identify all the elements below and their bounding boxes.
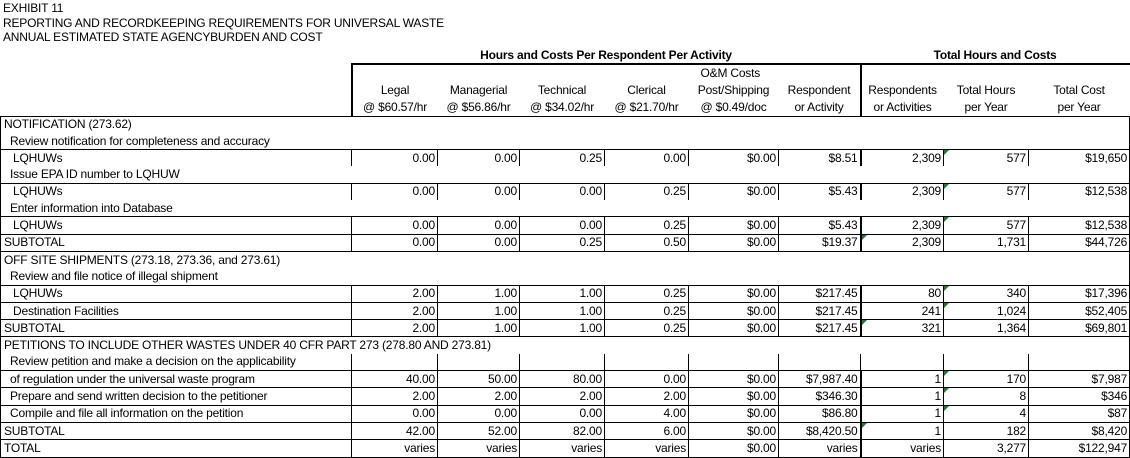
column-header-rate-3: @ $21.70/hr (614, 99, 679, 114)
table-row (1, 285, 1130, 302)
om-costs-header: O&M Costs (689, 64, 861, 81)
cell-respondent: $346.30 (779, 388, 861, 405)
row-label: LQHUWs (1, 285, 352, 302)
cell-legal: 0.00 (352, 217, 438, 234)
sub-row (1, 268, 1130, 285)
row-label: SUBTOTAL (1, 234, 352, 251)
cell-legal: 2.00 (352, 320, 438, 337)
cell-managerial: 1.00 (438, 302, 520, 319)
exhibit-number: EXHIBIT 11 (3, 1, 64, 15)
cell-technical: 0.00 (520, 217, 605, 234)
cell-post-shipping: $0.00 (689, 150, 779, 167)
cell-respondent: $7,987.40 (779, 371, 861, 388)
cell-total-cost: $19,650 (1029, 150, 1130, 167)
empty-cell (689, 133, 779, 150)
cell-clerical: 0.00 (605, 150, 689, 167)
cell-respondent: $8.51 (779, 150, 861, 167)
empty-cell (605, 268, 689, 285)
empty-cell (861, 166, 944, 183)
cell-total-cost: $17,396 (1029, 285, 1130, 302)
cell-total-hours: 170 (944, 371, 1029, 388)
cell-clerical: 0.25 (605, 285, 689, 302)
cell-total-cost: $44,726 (1029, 234, 1130, 251)
cell-respondents: 2,309 (861, 234, 944, 251)
cell-managerial: 0.00 (438, 234, 520, 251)
row-label: Review notification for completeness and accuracy (1, 133, 352, 150)
table-row (1, 217, 1130, 234)
empty-cell (944, 166, 1029, 183)
cell-post-shipping: $0.00 (689, 371, 779, 388)
empty-cell (605, 200, 689, 217)
cell-managerial: 0.00 (438, 150, 520, 167)
empty-cell (605, 166, 689, 183)
empty-cell (605, 354, 689, 371)
cell-clerical: 0.25 (605, 217, 689, 234)
empty-cell (944, 268, 1029, 285)
cell-respondents: 241 (861, 302, 944, 319)
cell-managerial: 0.00 (438, 183, 520, 200)
empty-cell (438, 200, 520, 217)
cell-clerical: 0.50 (605, 234, 689, 251)
table-row (1, 302, 1130, 319)
column-header-6: Respondents (861, 82, 944, 99)
row-label: Issue EPA ID number to LQHUW (1, 166, 352, 183)
cell-total-cost: $12,538 (1029, 183, 1130, 200)
cell-clerical: varies (605, 440, 689, 457)
column-header-0: Legal (352, 82, 438, 99)
row-label: LQHUWs (1, 150, 352, 167)
cell-managerial: 2.00 (438, 388, 520, 405)
cell-total-cost: $122,947 (1029, 440, 1130, 457)
empty-cell (944, 133, 1029, 150)
sub2-row (1, 354, 1130, 371)
empty-cell (520, 200, 605, 217)
exhibit-header (3, 1, 444, 45)
empty-cell (352, 133, 438, 150)
empty-cell (520, 354, 605, 371)
cell-legal: 0.00 (352, 234, 438, 251)
table-row (1, 371, 1130, 388)
cell-legal: varies (352, 440, 438, 457)
cell-post-shipping: $0.00 (689, 217, 779, 234)
empty-cell (520, 133, 605, 150)
cell-respondents: 1 (861, 371, 944, 388)
subtotal-row (1, 234, 1130, 251)
cell-technical: 0.25 (520, 234, 605, 251)
cell-respondent: $217.45 (779, 320, 861, 337)
cell-respondents: 1 (861, 388, 944, 405)
section-row (1, 337, 1130, 354)
cell-technical: 1.00 (520, 320, 605, 337)
cell-respondent: $217.45 (779, 285, 861, 302)
empty-cell (779, 166, 861, 183)
cell-total-hours: 577 (944, 217, 1029, 234)
table-row (1, 183, 1130, 200)
cell-clerical: 6.00 (605, 422, 689, 439)
cell-managerial: 0.00 (438, 405, 520, 422)
cell-post-shipping: $0.00 (689, 405, 779, 422)
cell-legal: 42.00 (352, 422, 438, 439)
table-body (1, 116, 1130, 457)
burden-cost-table (0, 47, 1130, 458)
empty-cell (944, 200, 1029, 217)
row-label: Review and file notice of illegal shipment (1, 268, 352, 285)
total-row (1, 440, 1130, 457)
cell-respondent: $5.43 (779, 217, 861, 234)
column-header-7: Total Hours (956, 82, 1016, 97)
cell-post-shipping: $0.00 (689, 234, 779, 251)
cell-total-cost: $8,420 (1029, 422, 1130, 439)
cell-total-hours: 577 (944, 150, 1029, 167)
cell-legal: 40.00 (352, 371, 438, 388)
empty-cell (689, 166, 779, 183)
cell-respondent: $8,420.50 (779, 422, 861, 439)
cell-technical: 0.00 (520, 183, 605, 200)
empty-cell (438, 166, 520, 183)
row-label: Compile and file all information on the petition (1, 405, 352, 422)
cell-respondents: varies (861, 440, 944, 457)
table-row (1, 150, 1130, 167)
row-label: TOTAL (1, 440, 352, 457)
cell-clerical: 2.00 (605, 388, 689, 405)
column-header-1: Managerial (449, 82, 508, 97)
cell-post-shipping: $0.00 (689, 320, 779, 337)
cell-managerial: 50.00 (438, 371, 520, 388)
cell-respondents: 1 (861, 405, 944, 422)
empty-cell (605, 133, 689, 150)
row-label: SUBTOTAL (1, 320, 352, 337)
row-label: of regulation under the universal waste program (1, 371, 352, 388)
cell-managerial: 1.00 (438, 285, 520, 302)
cell-technical: 82.00 (520, 422, 605, 439)
column-header-3: Clerical (627, 82, 666, 97)
subtotal-row (1, 422, 1130, 439)
cell-managerial: 52.00 (438, 422, 520, 439)
empty-cell (861, 200, 944, 217)
cell-post-shipping: $0.00 (689, 388, 779, 405)
empty-cell (779, 133, 861, 150)
empty-cell (861, 133, 944, 150)
row-label: Destination Facilities (1, 302, 352, 319)
sub-row (1, 200, 1130, 217)
empty-cell (1029, 166, 1130, 183)
cell-legal: 0.00 (352, 405, 438, 422)
empty-cell (352, 354, 438, 371)
empty-cell (944, 354, 1029, 371)
column-header-rate-7: per Year (964, 99, 1008, 114)
cell-total-cost: $52,405 (1029, 302, 1130, 319)
section-row (1, 116, 1130, 133)
cell-post-shipping: $0.00 (689, 302, 779, 319)
cell-legal: 2.00 (352, 388, 438, 405)
empty-cell (1029, 268, 1130, 285)
cell-total-cost: $12,538 (1029, 217, 1130, 234)
cell-total-hours: 1,731 (944, 234, 1029, 251)
cell-post-shipping: $0.00 (689, 422, 779, 439)
cell-legal: 0.00 (352, 150, 438, 167)
row-label: NOTIFICATION (273.62) (1, 116, 1130, 133)
cell-technical: 80.00 (520, 371, 605, 388)
empty-cell (779, 268, 861, 285)
cell-clerical: 0.00 (605, 371, 689, 388)
cell-legal: 2.00 (352, 302, 438, 319)
empty-cell (438, 133, 520, 150)
empty-cell (779, 200, 861, 217)
exhibit-subtitle: ANNUAL ESTIMATED STATE AGENCYBURDEN AND COST (3, 30, 323, 45)
group-header-row (1, 47, 1130, 64)
empty-cell (352, 268, 438, 285)
empty-cell (438, 268, 520, 285)
empty-cell (438, 354, 520, 371)
cell-respondents: 321 (861, 320, 944, 337)
row-label: LQHUWs (1, 217, 352, 234)
row-label: Prepare and send written decision to the petitioner (1, 388, 352, 405)
cell-total-cost: $87 (1029, 405, 1130, 422)
cell-managerial: varies (438, 440, 520, 457)
cell-total-hours: 3,277 (944, 440, 1029, 457)
column-header-rate-6: or Activities (861, 99, 944, 117)
column-header-rate-1: @ $56.86/hr (446, 99, 511, 114)
cell-total-hours: 8 (944, 388, 1029, 405)
empty-cell (352, 200, 438, 217)
cell-total-hours: 1,364 (944, 320, 1029, 337)
cell-managerial: 1.00 (438, 320, 520, 337)
cell-managerial: 0.00 (438, 217, 520, 234)
column-header-rate-0: @ $60.57/hr (352, 99, 438, 117)
cell-total-hours: 4 (944, 405, 1029, 422)
cell-total-cost: $346 (1029, 388, 1130, 405)
column-header-rate-2: @ $34.02/hr (529, 99, 595, 114)
cell-respondent: $217.45 (779, 302, 861, 319)
cell-technical: 0.25 (520, 150, 605, 167)
empty-cell (861, 354, 944, 371)
cell-respondent: $19.37 (779, 234, 861, 251)
empty-cell (861, 268, 944, 285)
om-header-row (1, 64, 1130, 81)
column-header-rate-4: @ $0.49/doc (700, 99, 767, 114)
cell-total-cost: $69,801 (1029, 320, 1130, 337)
exhibit-title: REPORTING AND RECORDKEEPING REQUIREMENTS FOR UNIVERSAL WASTE (3, 15, 444, 30)
empty-cell (689, 200, 779, 217)
cell-respondents: 2,309 (861, 183, 944, 200)
subtotal-row (1, 320, 1130, 337)
cell-legal: 0.00 (352, 183, 438, 200)
cell-technical: 1.00 (520, 302, 605, 319)
cell-clerical: 0.25 (605, 320, 689, 337)
column-header-2: Technical (537, 82, 587, 97)
empty-cell (1029, 200, 1130, 217)
cell-technical: 0.00 (520, 405, 605, 422)
cell-total-hours: 577 (944, 183, 1029, 200)
cell-total-hours: 182 (944, 422, 1029, 439)
empty-cell (689, 268, 779, 285)
column-header-8: Total Cost (1053, 82, 1105, 97)
table-row (1, 405, 1130, 422)
cell-post-shipping: $0.00 (689, 183, 779, 200)
cell-clerical: 0.25 (605, 183, 689, 200)
empty-cell (520, 166, 605, 183)
empty-cell (1029, 133, 1130, 150)
empty-cell (689, 354, 779, 371)
cell-total-hours: 1,024 (944, 302, 1029, 319)
sub-row (1, 133, 1130, 150)
cell-total-hours: 340 (944, 285, 1029, 302)
column-header-rate-8: per Year (1057, 99, 1101, 114)
row-label: Review petition and make a decision on the applicability (1, 354, 352, 371)
row-label: LQHUWs (1, 183, 352, 200)
cell-technical: 1.00 (520, 285, 605, 302)
cell-legal: 2.00 (352, 285, 438, 302)
empty-cell (520, 268, 605, 285)
cell-post-shipping: $0.00 (689, 285, 779, 302)
group-header-per-respondent: Hours and Costs Per Respondent Per Activity (480, 47, 732, 62)
empty-cell (352, 166, 438, 183)
column-header-row-2 (1, 99, 1130, 117)
cell-respondents: 80 (861, 285, 944, 302)
empty-cell (1029, 354, 1130, 371)
row-label: OFF SITE SHIPMENTS (273.18, 273.36, and 273.61) (1, 251, 1130, 268)
cell-respondents: 2,309 (861, 217, 944, 234)
group-header-totals: Total Hours and Costs (933, 47, 1057, 62)
empty-cell (779, 354, 861, 371)
cell-total-cost: $7,987 (1029, 371, 1130, 388)
section-row (1, 251, 1130, 268)
row-label: SUBTOTAL (1, 422, 352, 439)
cell-clerical: 4.00 (605, 405, 689, 422)
cell-respondents: 2,309 (861, 150, 944, 167)
column-header-4: Post/Shipping (697, 82, 770, 97)
column-header-5: Respondent (787, 82, 851, 97)
cell-clerical: 0.25 (605, 302, 689, 319)
table-row (1, 388, 1130, 405)
cell-technical: varies (520, 440, 605, 457)
column-header-rate-5: or Activity (794, 99, 844, 114)
cell-respondents: 1 (861, 422, 944, 439)
cell-technical: 2.00 (520, 388, 605, 405)
cell-respondent: $5.43 (779, 183, 861, 200)
row-label: PETITIONS TO INCLUDE OTHER WASTES UNDER 40 CFR PART 273 (278.80 AND 273.81) (1, 337, 1130, 354)
sub-row (1, 166, 1130, 183)
cell-respondent: varies (779, 440, 861, 457)
column-header-row-1 (1, 82, 1130, 99)
row-label: Enter information into Database (1, 200, 352, 217)
cell-respondent: $86.80 (779, 405, 861, 422)
cell-post-shipping: $0.00 (689, 440, 779, 457)
